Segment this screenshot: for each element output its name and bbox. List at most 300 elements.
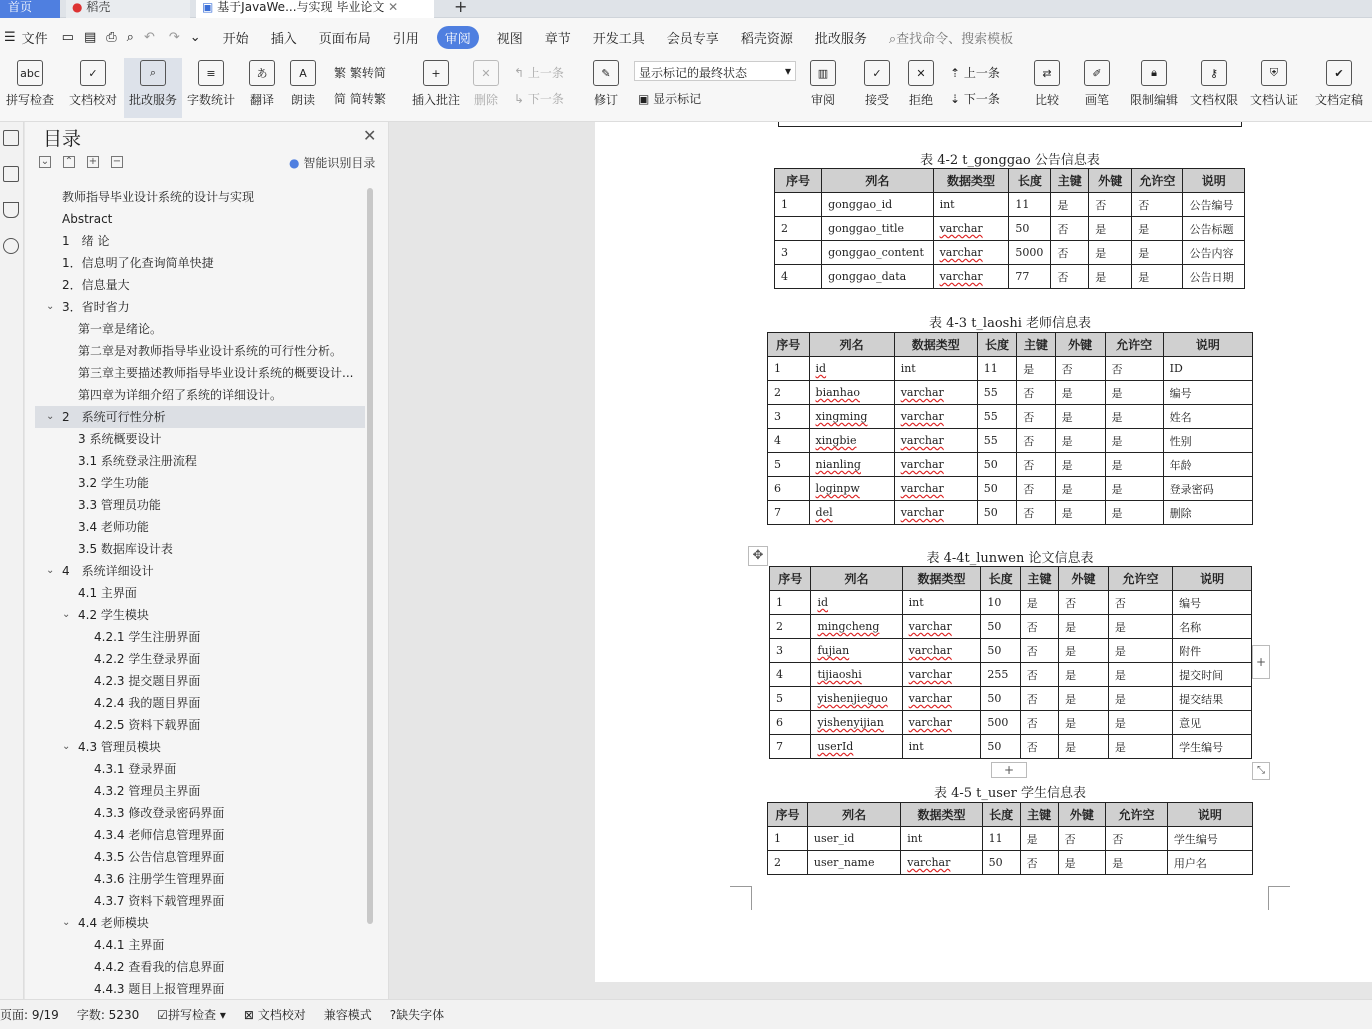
column-header: 长度 xyxy=(982,803,1020,827)
status-doc-proof[interactable]: ⊠ 文档校对 xyxy=(243,1008,306,1022)
table-cell[interactable] xyxy=(977,501,1016,525)
close-icon[interactable]: ✕ xyxy=(388,0,399,14)
toc-item[interactable] xyxy=(35,340,365,362)
chevron-down-icon[interactable]: ⌄ xyxy=(46,565,55,576)
move-table-icon[interactable]: ✥ xyxy=(748,546,768,566)
toc-item[interactable] xyxy=(35,450,365,472)
table-cell[interactable] xyxy=(1105,357,1163,381)
table-cell[interactable] xyxy=(977,405,1016,429)
menu-layout[interactable]: 页面布局 xyxy=(318,31,371,47)
display-mode-select[interactable]: 显示标记的最终状态 ▾ xyxy=(634,61,796,81)
table-cell[interactable] xyxy=(1017,357,1055,381)
add-level-icon[interactable]: + xyxy=(88,156,98,167)
add-row-icon[interactable]: + xyxy=(991,762,1027,778)
toc-item[interactable] xyxy=(35,296,365,318)
table-cell[interactable] xyxy=(1173,615,1252,639)
table-cell[interactable] xyxy=(768,429,810,453)
table-cell-text: 2 xyxy=(776,620,783,633)
table-cell-text: 否 xyxy=(1057,246,1069,260)
close-icon[interactable]: ✕ xyxy=(363,126,377,145)
table-cell[interactable] xyxy=(1173,591,1252,615)
toc-item[interactable] xyxy=(35,318,365,340)
table-cell[interactable] xyxy=(982,851,1020,875)
table-cell[interactable] xyxy=(902,687,981,711)
undo-icon[interactable]: ↶ xyxy=(143,29,155,45)
table-cell[interactable] xyxy=(933,241,1009,265)
menu-chapter[interactable]: 章节 xyxy=(544,31,571,47)
toc-item[interactable] xyxy=(35,670,365,692)
table-cell[interactable] xyxy=(1055,477,1105,501)
search-icon[interactable] xyxy=(3,238,19,254)
menu-reference[interactable]: 引用 xyxy=(392,31,419,47)
expand-up-icon[interactable]: ⌃ xyxy=(64,156,74,167)
table-cell[interactable] xyxy=(1163,429,1252,453)
scrollbar[interactable] xyxy=(367,188,373,924)
table-cell[interactable] xyxy=(933,217,1009,241)
table-cell[interactable] xyxy=(1017,501,1055,525)
table-cell[interactable] xyxy=(902,615,981,639)
table-cell[interactable] xyxy=(1055,429,1105,453)
table-cell[interactable] xyxy=(1020,639,1058,663)
table-cell-text: loginpw xyxy=(815,482,860,495)
table-cell[interactable] xyxy=(1163,501,1252,525)
chevron-down-icon[interactable]: ⌄ xyxy=(62,741,71,752)
toc-item-label: 1 绪 论 xyxy=(62,234,110,248)
toc-item[interactable] xyxy=(35,274,365,296)
table-cell[interactable] xyxy=(902,663,981,687)
table-cell-text: 11 xyxy=(988,832,1003,845)
table-cell[interactable] xyxy=(982,827,1020,851)
table-cell[interactable] xyxy=(768,827,808,851)
toc-item[interactable] xyxy=(35,384,365,406)
table-cell[interactable] xyxy=(1058,827,1106,851)
table-cell[interactable] xyxy=(1017,453,1055,477)
toc-item[interactable] xyxy=(35,758,365,780)
export-icon[interactable]: ▤ xyxy=(83,29,97,45)
shield-icon: ⛨ xyxy=(1261,60,1287,86)
table-cell[interactable] xyxy=(1009,265,1051,289)
delete-comment-button[interactable]: ✕ 删除 xyxy=(470,60,502,108)
hamburger-icon[interactable]: ☰ xyxy=(4,29,16,45)
next-revision-button[interactable]: ⇣ 下一条 xyxy=(950,92,1000,106)
table-cell[interactable] xyxy=(775,241,822,265)
table-cell[interactable] xyxy=(770,615,811,639)
table-cell[interactable] xyxy=(809,477,894,501)
table-cell[interactable] xyxy=(1089,193,1132,217)
table-cell-text: 姓名 xyxy=(1169,410,1192,424)
pen-button[interactable]: ✐ 画笔 xyxy=(1082,60,1112,108)
toc-item[interactable] xyxy=(35,692,365,714)
column-header: 列名 xyxy=(822,169,933,193)
table-cell[interactable] xyxy=(894,357,977,381)
translate-button[interactable]: あ 翻译 xyxy=(244,60,280,108)
table-cell[interactable] xyxy=(811,735,902,759)
toc-item[interactable] xyxy=(35,802,365,824)
toc-item[interactable] xyxy=(35,626,365,648)
table-cell[interactable] xyxy=(1105,381,1163,405)
table-cell[interactable] xyxy=(1020,663,1058,687)
review-pane-icon: ▥ xyxy=(810,60,836,86)
toc-item[interactable] xyxy=(35,208,365,230)
doc-proof-button[interactable]: ✓ 文档校对 xyxy=(66,60,120,108)
table-cell[interactable] xyxy=(770,711,811,735)
table-cell[interactable] xyxy=(1108,735,1172,759)
structure-icon[interactable] xyxy=(3,166,19,182)
trad-to-simp-button[interactable]: 繁 繁转简 xyxy=(334,66,386,80)
table-cell[interactable] xyxy=(902,735,981,759)
table-cell[interactable] xyxy=(1009,193,1051,217)
table-cell[interactable] xyxy=(1009,217,1051,241)
table-cell[interactable] xyxy=(809,501,894,525)
table-cell[interactable] xyxy=(1163,477,1252,501)
table-cell[interactable] xyxy=(1106,827,1168,851)
redo-icon[interactable]: ↷ xyxy=(168,29,180,45)
table-cell[interactable] xyxy=(811,615,902,639)
toc-item[interactable] xyxy=(35,648,365,670)
table-cell[interactable] xyxy=(770,591,811,615)
table-cell[interactable] xyxy=(1173,663,1252,687)
menu-daoke[interactable]: 稻壳资源 xyxy=(740,31,793,47)
table-cell[interactable] xyxy=(1009,241,1051,265)
table-cell[interactable] xyxy=(977,357,1016,381)
table-cell[interactable] xyxy=(1020,827,1058,851)
smart-toc-button[interactable]: ● 智能识别目录 xyxy=(289,156,376,170)
toc-item[interactable] xyxy=(35,362,365,384)
toc-item[interactable] xyxy=(35,186,365,208)
collapse-all-icon[interactable]: ⌄ xyxy=(40,156,50,167)
toc-item[interactable] xyxy=(35,230,365,252)
table-cell[interactable] xyxy=(1108,687,1172,711)
table-cell[interactable] xyxy=(902,639,981,663)
table-cell[interactable] xyxy=(977,381,1016,405)
table-cell[interactable] xyxy=(894,477,977,501)
compare-button[interactable]: ⇄ 比较 xyxy=(1030,60,1064,108)
table-cell[interactable] xyxy=(1132,241,1183,265)
menu-member[interactable]: 会员专享 xyxy=(666,31,719,47)
tab-bar xyxy=(0,0,1372,18)
table-cell-text: gonggao_content xyxy=(828,246,924,259)
table-cell[interactable] xyxy=(768,357,810,381)
menu-insert[interactable]: 插入 xyxy=(270,31,297,47)
insert-comment-button[interactable]: + 插入批注 xyxy=(410,60,462,108)
preview-icon[interactable]: ⌕ xyxy=(126,29,134,45)
table-cell[interactable] xyxy=(1167,851,1252,875)
table-cell[interactable] xyxy=(811,711,902,735)
table-cell[interactable] xyxy=(768,851,808,875)
add-column-icon[interactable]: + xyxy=(1252,645,1270,679)
table-cell[interactable] xyxy=(894,501,977,525)
table-cell[interactable] xyxy=(1059,615,1109,639)
table-cell[interactable] xyxy=(1183,265,1245,289)
table-cell[interactable] xyxy=(1017,477,1055,501)
table-cell[interactable] xyxy=(981,591,1020,615)
table-cell[interactable] xyxy=(1017,429,1055,453)
table-cell-text: 是 xyxy=(1061,386,1073,400)
restrict-edit-button[interactable]: 🔒︎ 限制编辑 xyxy=(1128,60,1180,108)
table-cell[interactable] xyxy=(1173,639,1252,663)
toc-item[interactable] xyxy=(35,560,365,582)
table-cell[interactable] xyxy=(981,663,1020,687)
table-cell[interactable] xyxy=(1055,357,1105,381)
toc-item[interactable] xyxy=(35,912,365,934)
table-cell[interactable] xyxy=(1105,501,1163,525)
table-cell[interactable] xyxy=(1059,663,1109,687)
table-cell[interactable] xyxy=(1020,735,1058,759)
table-cell[interactable] xyxy=(1017,381,1055,405)
table-cell[interactable] xyxy=(768,477,810,501)
table-cell[interactable] xyxy=(811,639,902,663)
table-cell[interactable] xyxy=(1051,217,1089,241)
table-cell[interactable] xyxy=(807,827,900,851)
bookmark-icon[interactable] xyxy=(3,202,19,218)
table-cell[interactable] xyxy=(775,193,822,217)
table-cell[interactable] xyxy=(901,851,982,875)
toc-item[interactable] xyxy=(35,934,365,956)
table-cell[interactable] xyxy=(1051,265,1089,289)
toc-item[interactable] xyxy=(35,978,365,1000)
table-cell[interactable] xyxy=(1059,735,1109,759)
table-cell[interactable] xyxy=(1105,429,1163,453)
menu-review[interactable]: 审阅 xyxy=(437,26,479,49)
table-cell[interactable] xyxy=(977,477,1016,501)
table-cell[interactable] xyxy=(894,405,977,429)
toc-item[interactable] xyxy=(35,516,365,538)
resize-table-icon[interactable]: ⤡ xyxy=(1252,762,1270,780)
toc-item[interactable] xyxy=(35,868,365,890)
toc-item[interactable] xyxy=(35,472,365,494)
table-cell-text: mingcheng xyxy=(817,620,880,633)
table-cell[interactable] xyxy=(809,453,894,477)
table-cell[interactable] xyxy=(1055,381,1105,405)
chevron-down-icon[interactable]: ⌄ xyxy=(62,609,71,620)
table-cell[interactable] xyxy=(902,711,981,735)
table-cell[interactable] xyxy=(1173,687,1252,711)
table-cell[interactable] xyxy=(933,193,1009,217)
table-cell[interactable] xyxy=(768,405,810,429)
table-cell-text: varchar xyxy=(908,692,952,705)
table-cell[interactable] xyxy=(1059,711,1109,735)
table-cell[interactable] xyxy=(1183,217,1245,241)
read-aloud-button[interactable]: A 朗读 xyxy=(288,60,318,108)
table-cell[interactable] xyxy=(809,429,894,453)
table-cell[interactable] xyxy=(1108,711,1172,735)
grading-button[interactable]: ⌕ 批改服务 xyxy=(124,58,182,118)
table-cell[interactable] xyxy=(1089,217,1132,241)
table-cell[interactable] xyxy=(1105,405,1163,429)
toc-item[interactable] xyxy=(35,824,365,846)
table-cell[interactable] xyxy=(1132,265,1183,289)
table-cell[interactable] xyxy=(894,381,977,405)
table-cell[interactable] xyxy=(770,687,811,711)
table-cell[interactable] xyxy=(1059,591,1109,615)
show-marks-button[interactable]: ▣ 显示标记 xyxy=(638,92,702,106)
menu-file[interactable]: 文件 xyxy=(21,31,48,47)
table-cell-text: 50 xyxy=(983,458,998,471)
table-cell[interactable] xyxy=(894,429,977,453)
menu-grading[interactable]: 批改服务 xyxy=(814,31,867,47)
table-cell[interactable] xyxy=(1173,735,1252,759)
table-cell[interactable] xyxy=(770,663,811,687)
table-cell[interactable] xyxy=(1017,405,1055,429)
table-cell[interactable] xyxy=(977,453,1016,477)
column-header: 长度 xyxy=(1009,169,1051,193)
tab-wps-label: 稻壳 xyxy=(86,0,111,14)
table-cell[interactable] xyxy=(1173,711,1252,735)
table-cell[interactable] xyxy=(809,357,894,381)
table-cell[interactable] xyxy=(1108,591,1172,615)
table-cell-text: 否 xyxy=(1061,362,1073,376)
prev-comment-button[interactable]: ↰ 上一条 xyxy=(514,66,564,80)
table-cell[interactable] xyxy=(1132,217,1183,241)
table-cell[interactable] xyxy=(981,687,1020,711)
menu-devtools[interactable]: 开发工具 xyxy=(592,31,645,47)
toc-item[interactable] xyxy=(35,538,365,560)
toc-item[interactable] xyxy=(35,714,365,736)
table-cell[interactable] xyxy=(901,827,982,851)
word-count[interactable]: 字数: 5230 xyxy=(76,1008,140,1022)
table-cell[interactable] xyxy=(1055,405,1105,429)
toc-item[interactable] xyxy=(35,252,365,274)
status-spell-check[interactable]: ☑拼写检查 ▾ xyxy=(157,1008,226,1022)
save-icon[interactable]: ▭ xyxy=(61,29,74,45)
table-cell[interactable] xyxy=(1108,639,1172,663)
table-cell[interactable] xyxy=(768,381,810,405)
toc-item[interactable] xyxy=(35,494,365,516)
new-tab-button[interactable]: + xyxy=(454,0,468,16)
table-cell[interactable] xyxy=(981,711,1020,735)
table-cell[interactable] xyxy=(1055,501,1105,525)
doc-final-button[interactable]: ✔ 文档定稿 xyxy=(1310,60,1368,108)
word-count-button[interactable]: ≡ 字数统计 xyxy=(186,60,236,108)
reject-button[interactable]: ✕ 拒绝 xyxy=(904,60,938,108)
table-cell[interactable] xyxy=(770,735,811,759)
table-cell[interactable] xyxy=(768,453,810,477)
table-cell[interactable] xyxy=(1059,639,1109,663)
table-cell-text: 55 xyxy=(983,410,998,423)
table-cell[interactable] xyxy=(1020,687,1058,711)
table-cell[interactable] xyxy=(1020,851,1058,875)
next-comment-button[interactable]: ↳ 下一条 xyxy=(514,92,564,106)
table-cell[interactable] xyxy=(822,265,933,289)
table-cell[interactable] xyxy=(1058,851,1106,875)
table-cell[interactable] xyxy=(1132,193,1183,217)
toc-item-label: 3.3 管理员功能 xyxy=(78,498,161,512)
table-cell[interactable] xyxy=(1105,453,1163,477)
revise-button[interactable]: ✎ 修订 xyxy=(590,60,622,108)
table-cell-text: 5 xyxy=(774,458,781,471)
toc-item[interactable] xyxy=(35,582,365,604)
column-header: 外键 xyxy=(1055,333,1105,357)
tab-home[interactable]: 首页 xyxy=(0,0,60,18)
table-cell[interactable] xyxy=(1020,591,1058,615)
simp-to-trad-button[interactable]: 简 简转繁 xyxy=(334,92,386,106)
table-cell[interactable] xyxy=(1183,241,1245,265)
table-cell[interactable] xyxy=(822,217,933,241)
chevron-down-icon[interactable]: ⌄ xyxy=(189,29,201,45)
table-cell[interactable] xyxy=(981,735,1020,759)
remove-level-icon[interactable]: − xyxy=(112,156,122,167)
column-header: 序号 xyxy=(770,567,811,591)
table-cell[interactable] xyxy=(770,639,811,663)
table-cell[interactable] xyxy=(1089,241,1132,265)
prev-revision-button[interactable]: ⇡ 上一条 xyxy=(950,66,1000,80)
table-cell[interactable] xyxy=(1055,453,1105,477)
table-cell[interactable] xyxy=(809,405,894,429)
toc-item[interactable] xyxy=(35,406,365,428)
table-cell[interactable] xyxy=(822,193,933,217)
table-cell[interactable] xyxy=(822,241,933,265)
chevron-down-icon[interactable]: ⌄ xyxy=(46,301,55,312)
page-indicator[interactable]: 页面: 9/19 xyxy=(0,1008,59,1022)
table-cell[interactable] xyxy=(1163,357,1252,381)
chevron-down-icon[interactable]: ⌄ xyxy=(62,917,71,928)
table-cell[interactable] xyxy=(1105,477,1163,501)
toc-icon[interactable] xyxy=(3,130,19,146)
table-cell-text: 否 xyxy=(1023,482,1035,496)
menu-view[interactable]: 视图 xyxy=(496,31,523,47)
chevron-down-icon[interactable]: ⌄ xyxy=(46,411,55,422)
print-icon[interactable]: ⎙ xyxy=(106,29,117,45)
table-cell[interactable] xyxy=(1051,193,1089,217)
table-cell[interactable] xyxy=(902,591,981,615)
table-cell[interactable] xyxy=(811,591,902,615)
table-cell[interactable] xyxy=(1106,851,1168,875)
spell-check-button[interactable]: abc 拼写检查 xyxy=(0,60,60,108)
table-cell[interactable] xyxy=(809,381,894,405)
toc-item[interactable] xyxy=(35,846,365,868)
doc-permission-button[interactable]: ⚷ 文档权限 xyxy=(1188,60,1240,108)
table-cell[interactable] xyxy=(894,453,977,477)
table-cell[interactable] xyxy=(981,639,1020,663)
table-cell[interactable] xyxy=(1163,453,1252,477)
search-input[interactable]: ⌕查找命令、搜索模板 xyxy=(888,31,1014,47)
accept-button[interactable]: ✓ 接受 xyxy=(860,60,894,108)
table-cell[interactable] xyxy=(1059,687,1109,711)
table-cell[interactable] xyxy=(1020,615,1058,639)
toc-item[interactable] xyxy=(35,780,365,802)
table-cell[interactable] xyxy=(775,217,822,241)
table-cell[interactable] xyxy=(1051,241,1089,265)
table-cell[interactable] xyxy=(1089,265,1132,289)
table-cell[interactable] xyxy=(1167,827,1252,851)
toc-item[interactable] xyxy=(35,428,365,450)
table-cell[interactable] xyxy=(807,851,900,875)
table-cell[interactable] xyxy=(1020,711,1058,735)
toc-item[interactable] xyxy=(35,956,365,978)
table-cell[interactable] xyxy=(811,663,902,687)
review-pane-button[interactable]: ▥ 审阅 xyxy=(806,60,840,108)
table-cell[interactable] xyxy=(1108,663,1172,687)
tab-wps[interactable] xyxy=(66,0,190,18)
table-cell[interactable] xyxy=(1108,615,1172,639)
table-cell[interactable] xyxy=(933,265,1009,289)
table-cell[interactable] xyxy=(981,615,1020,639)
toc-item[interactable] xyxy=(35,604,365,626)
toc-item[interactable] xyxy=(35,736,365,758)
table-cell[interactable] xyxy=(811,687,902,711)
doc-cert-button[interactable]: ⛨ 文档认证 xyxy=(1248,60,1300,108)
table-cell[interactable] xyxy=(1163,405,1252,429)
table-cell[interactable] xyxy=(768,501,810,525)
tab-document[interactable] xyxy=(196,0,434,18)
table-cell[interactable] xyxy=(977,429,1016,453)
table-cell[interactable] xyxy=(1163,381,1252,405)
table-cell[interactable] xyxy=(1183,193,1245,217)
table-cell[interactable] xyxy=(775,265,822,289)
menu-start[interactable]: 开始 xyxy=(222,31,249,47)
missing-font[interactable]: ?缺失字体 xyxy=(389,1008,445,1022)
toc-item[interactable] xyxy=(35,890,365,912)
